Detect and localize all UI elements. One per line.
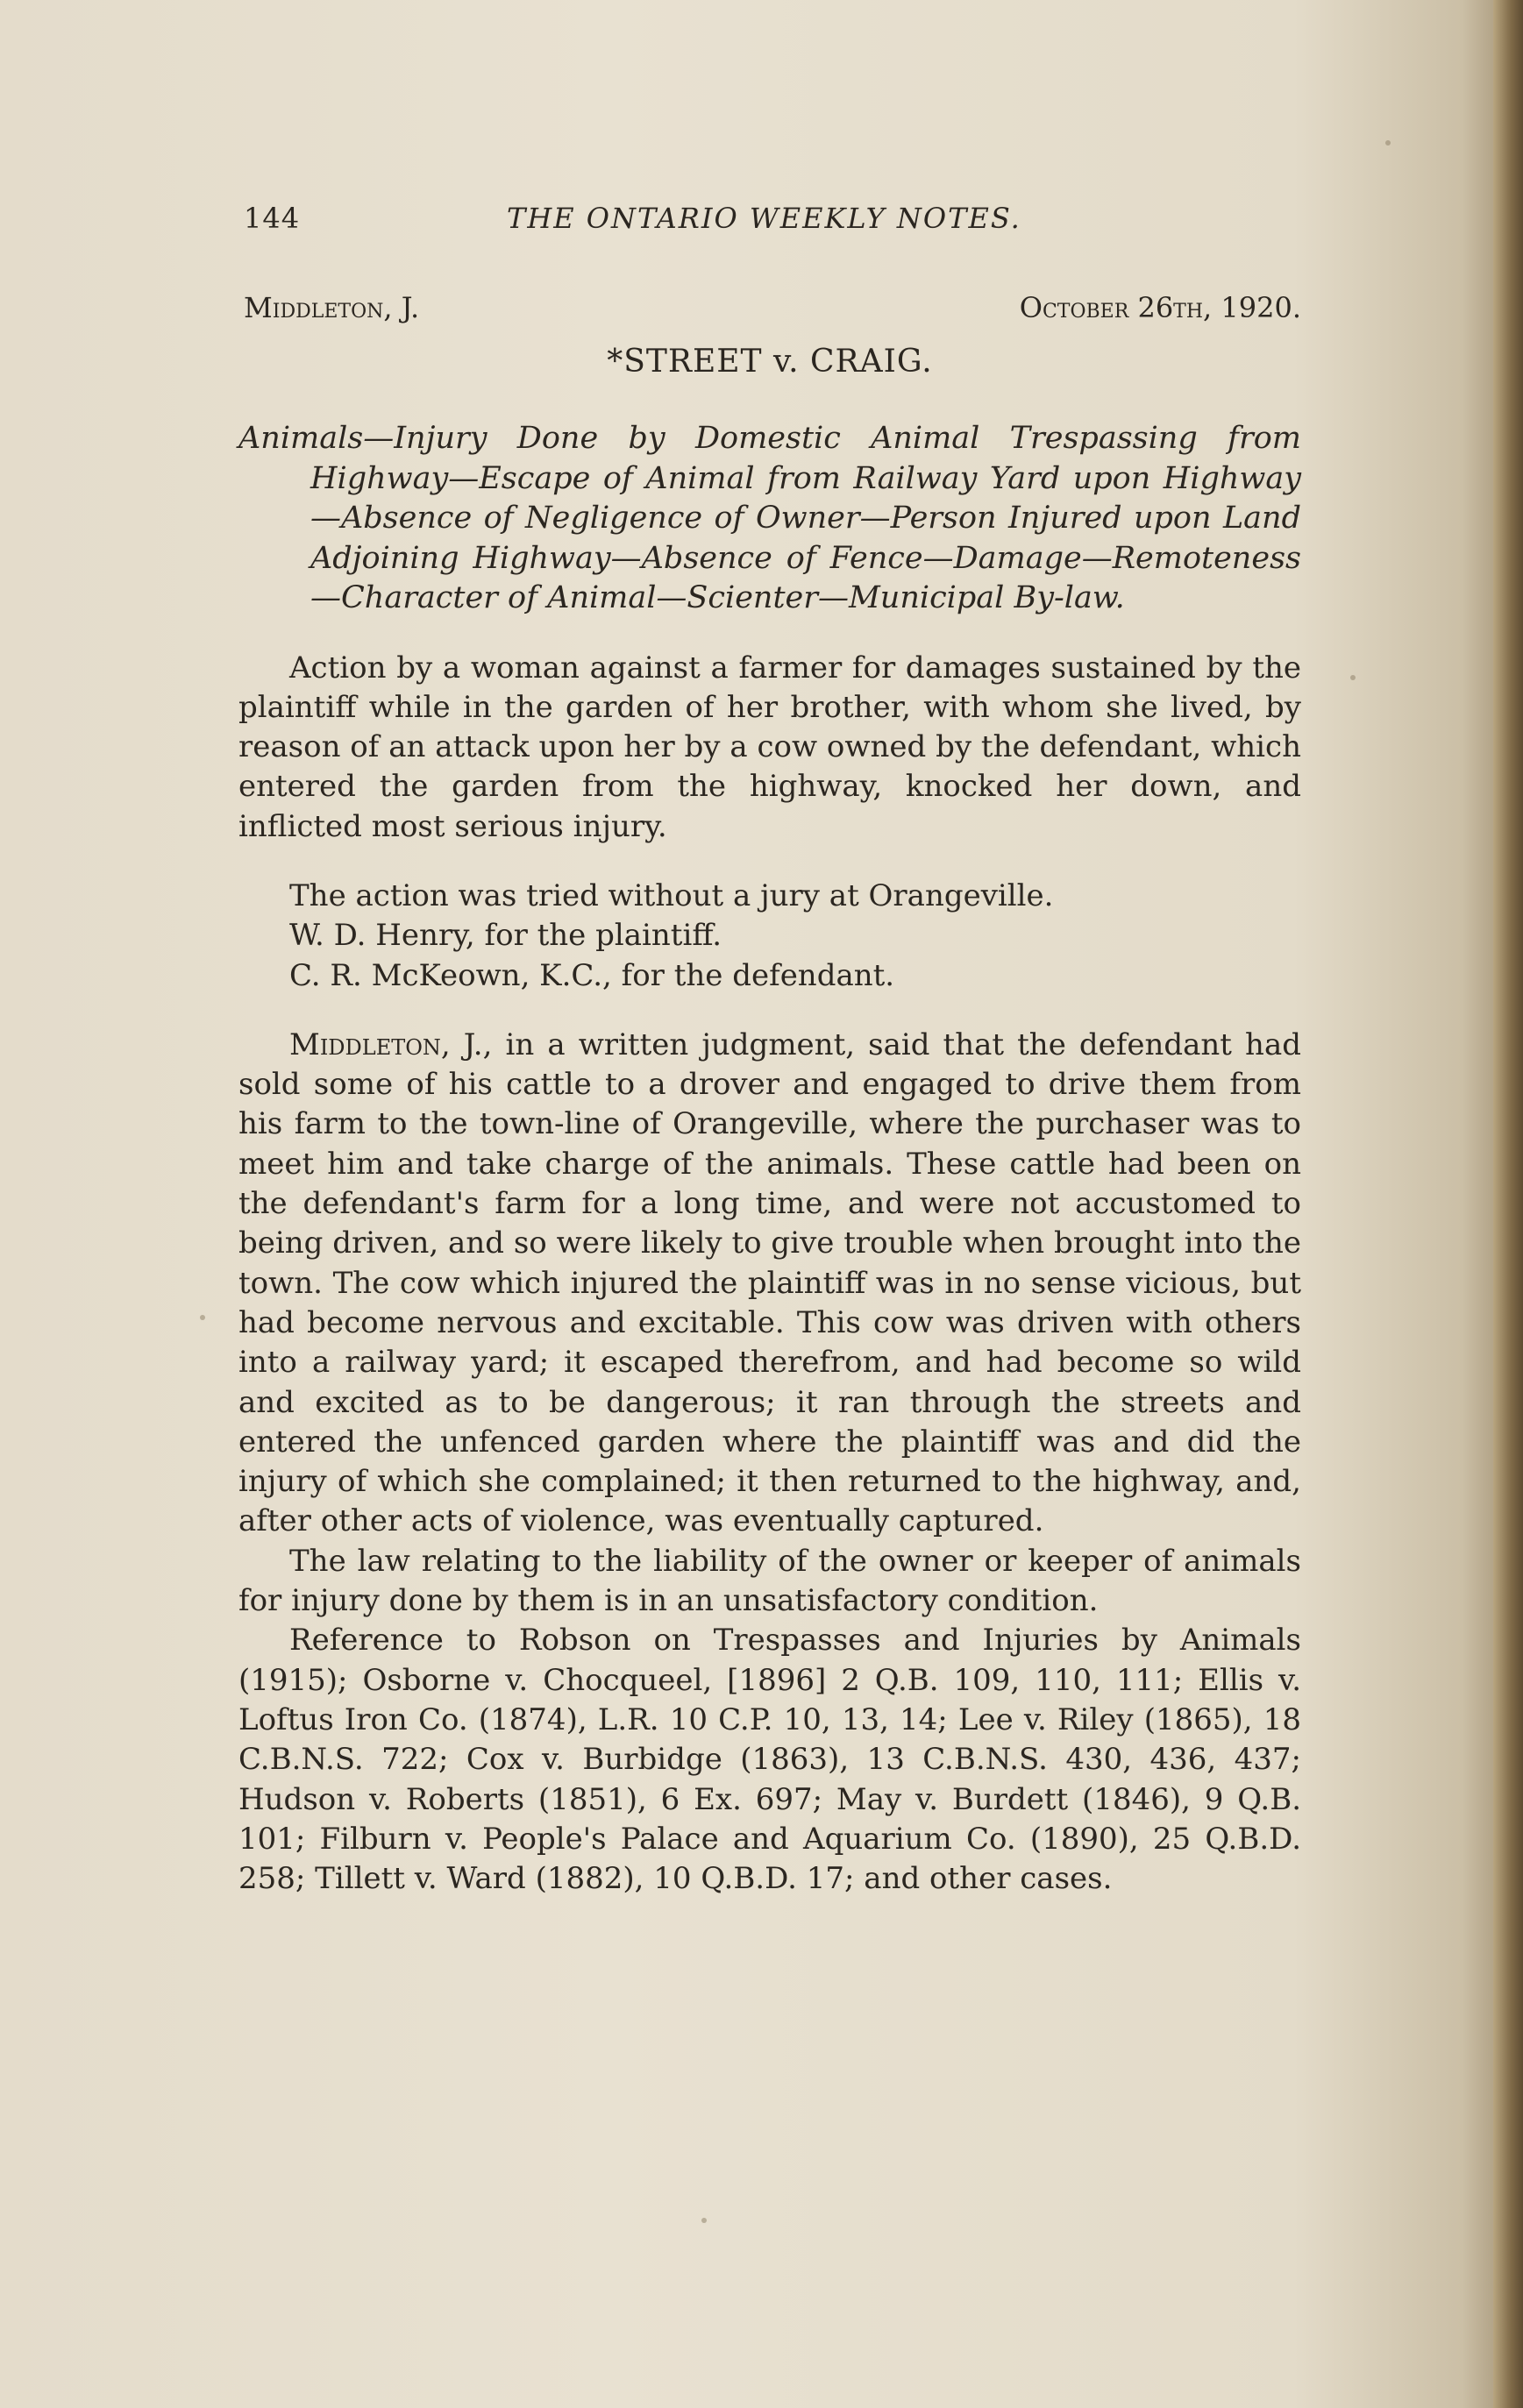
trial-line: The action was tried without a jury at Orangeville. — [289, 877, 1054, 913]
judge-name: Middleton, J. — [244, 291, 420, 324]
judgment-date: October 26th, 1920. — [1019, 291, 1301, 324]
judgment-paragraph-3: Reference to Robson on Trespasses and Injuries by Animals (1915); Osborne v. Chocqueel, [1896] 2 Q.B. 109, 110, 111; Ellis v. Loftus Iron Co. (1874), L.R. 10 C.P. 10, 13, 14; Lee v. Riley (1865), 18 C.B.N.S. 722; Cox v. Burbidge (1863), 13 C.B.N.S. 430, 436, 437; Hudson v. Roberts (1851), 6 Ex. 697; May v. Burdett (1846), 9 Q.B. 101; Filburn v. People's Palace and Aquarium Co. (1890), 25 Q.B.D. 258; Tillett v. Ward (1882), 10 Q.B.D. 17; and other cases. — [238, 1623, 1301, 1897]
headnote: Animals—Injury Done by Domestic Animal Trespassing from Highway—Escape of Animal from Railway Yard upon Highway—Absence of Negligence of Owner—Person Injured upon Land Adjoining Highway—Absence of Fence—Damage—Remoteness—Character of Animal—Scienter—Municipal By-law. — [238, 421, 1301, 615]
journal-title: THE ONTARIO WEEKLY NOTES. — [507, 202, 1021, 235]
paper-speck — [701, 2218, 707, 2223]
judgment-paragraph-2: The law relating to the liability of the owner or keeper of animals for injury done by them is in an unsatisfactory condition. — [238, 1543, 1301, 1619]
paper-speck — [1385, 140, 1391, 146]
counsel-plaintiff: W. D. Henry, for the plaintiff. — [289, 918, 722, 954]
page-content — [238, 202, 1301, 1899]
book-spine-edge — [1493, 0, 1523, 2408]
judge-date-line — [238, 291, 1301, 330]
judgment-paragraph-1 — [238, 1026, 1301, 1542]
case-title: *STREET v. CRAIG. — [607, 344, 933, 380]
paper-speck — [200, 1315, 205, 1320]
judgment-judge-name: Middleton, J. — [289, 1026, 483, 1062]
counsel-defendant: C. R. McKeown, K.C., for the defendant. — [289, 957, 895, 993]
judgment-paragraph-1-text: , in a written judgment, said that the defendant had sold some of his cattle to a drover and engaged to drive them from his farm to the town-line of Orangeville, where the purchaser was to meet him and take charge of the animals. These cattle had been on the defendant's farm for a long time, and were not accustomed to being driven, and so were likely to give trouble when brought into the town. The cow which injured the plaintiff was in no sense vicious, but had become nervous and excitable. This cow was driven with others into a railway yard; it escaped therefrom, and had become so wild and excited as to be dangerous; it ran through the streets and entered the unfenced garden where the plaintiff was and did the injury of which she complained; it then returned to the highway, and, after other acts of violence, was eventually captured. — [238, 1026, 1301, 1539]
paper-speck — [1350, 675, 1356, 680]
running-head — [238, 202, 1301, 245]
intro-paragraph: Action by a woman against a farmer for damages sustained by the plaintiff while in the garden of her brother, with whom she lived, by reason of an attack upon her by a cow owned by the defendant, which entered the garden from the highway, knocked her down, and inflicted most serious injury. — [238, 650, 1301, 844]
trial-details — [238, 877, 1301, 996]
page-number: 144 — [244, 202, 301, 235]
